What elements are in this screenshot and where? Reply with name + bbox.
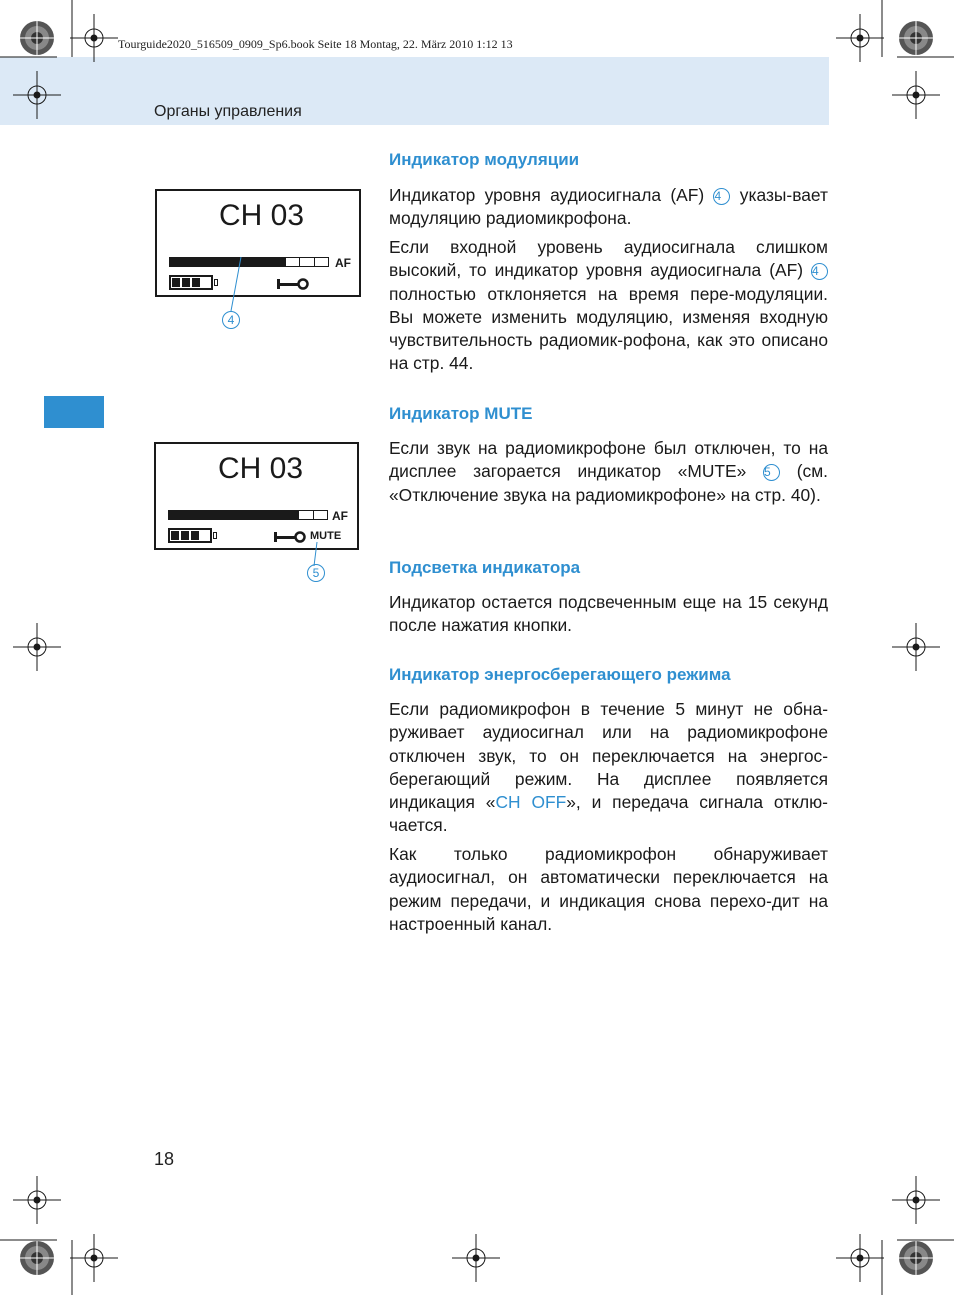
paragraph: Индикатор уровня аудиосигнала (AF) 4 указы-вает модуляцию радиомикрофона. <box>389 185 828 229</box>
ref-circle-4: 4 <box>713 188 730 205</box>
print-metadata-line: Tourguide2020_516509_0909_Sp6.book Seite 18 Montag, 22. März 2010 1:12 13 <box>118 37 513 51</box>
paragraph: Как только радиомикрофон обнаруживает аудиосигнал, он автоматически переключается на режим передачи, и индикация снова перехо-дит на настроенный канал. <box>389 844 828 934</box>
ch-off-text: CH OFF <box>495 792 567 813</box>
paragraph: Если звук на радиомикрофоне был отключен, то на дисплее загорается индикатор «MUTE» 5 (см. «Отключение звука на радиомикрофоне» на стр. 40). <box>389 438 828 505</box>
lcd-channel-text: CH 03 <box>218 452 304 485</box>
heading-modulation-indicator: Индикатор модуляции <box>389 150 580 169</box>
ref-circle-5: 5 <box>763 464 780 481</box>
af-label: AF <box>332 509 348 523</box>
page-number: 18 <box>154 1149 175 1169</box>
lcd-channel-text: CH 03 <box>219 199 305 232</box>
af-label: AF <box>335 256 351 270</box>
heading-backlight: Подсветка индикатора <box>389 558 581 577</box>
mute-label: MUTE <box>310 530 342 542</box>
section-title: Органы управления <box>154 103 302 120</box>
heading-mute-indicator: Индикатор MUTE <box>389 404 533 423</box>
paragraph: Если радиомикрофон в течение 5 минут не обна-руживает аудиосигнал или на радиомикрофоне отключен звук, то он переключается на энергос-берегающий режим. На дисплее появляется индикация «CH OFF», и передача сигнала отклю-чается. <box>389 699 828 836</box>
ref-circle-4: 4 <box>811 263 828 280</box>
paragraph: Если входной уровень аудиосигнала слишком высокий, то индикатор уровня аудиосигнала (AF) 4 полностью отклоняется на время пере-модуляции. Вы можете изменить модуляцию, изменяя входную чувствительность радиомик-рофона, как это описано на стр. 44. <box>389 237 828 374</box>
callout-4: 4 <box>222 311 240 329</box>
paragraph: Индикатор остается подсвеченным еще на 15 секунд после нажатия кнопки. <box>389 592 828 636</box>
heading-power-saving: Индикатор энергосберегающего режима <box>389 665 731 684</box>
callout-5: 5 <box>307 564 325 582</box>
